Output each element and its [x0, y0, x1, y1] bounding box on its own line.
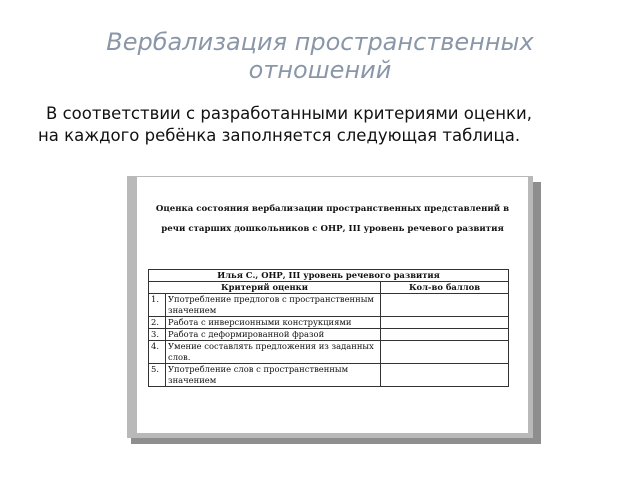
scanned-document [137, 177, 528, 433]
table-row [149, 364, 509, 387]
row-criterion: Работа с деформированной фразой [166, 329, 381, 341]
table-row [149, 329, 509, 341]
table-row [149, 317, 509, 329]
slide-title [40, 28, 600, 84]
table-row [149, 294, 509, 317]
row-score [381, 317, 509, 329]
table-row [149, 341, 509, 364]
slide-body-text [38, 103, 618, 147]
row-number: 1. [149, 294, 166, 317]
document-heading-line-1: Оценка состояния вербализации пространственных представлений в [155, 204, 510, 214]
row-score [381, 329, 509, 341]
document-heading-line-2: речи старших дошкольников с ОНР, III уровень речевого развития [161, 224, 504, 234]
body-line-2: на каждого ребёнка заполняется следующая таблица. [38, 126, 521, 145]
slide-title-line-1: Вербализация пространственных [106, 28, 534, 56]
column-header-criterion: Критерий оценки [149, 282, 381, 294]
row-criterion: Употребление слов с пространственным значением [166, 364, 381, 387]
row-criterion: Работа с инверсионными конструкциями [166, 317, 381, 329]
row-number: 3. [149, 329, 166, 341]
row-criterion: Умение составлять предложения из заданных слов. [166, 341, 381, 364]
row-score [381, 294, 509, 317]
body-line-1: В соответствии с разработанными критериями оценки, [46, 104, 532, 123]
row-score [381, 341, 509, 364]
slide-title-line-2: отношений [248, 56, 392, 84]
column-header-score: Кол-во баллов [381, 282, 509, 294]
table-caption-row: Илья С., ОНР, III уровень речевого развития [149, 270, 509, 282]
criteria-table [148, 269, 509, 387]
row-score [381, 364, 509, 387]
row-number: 4. [149, 341, 166, 364]
row-number: 2. [149, 317, 166, 329]
row-number: 5. [149, 364, 166, 387]
row-criterion: Употребление предлогов с пространственным значением [166, 294, 381, 317]
